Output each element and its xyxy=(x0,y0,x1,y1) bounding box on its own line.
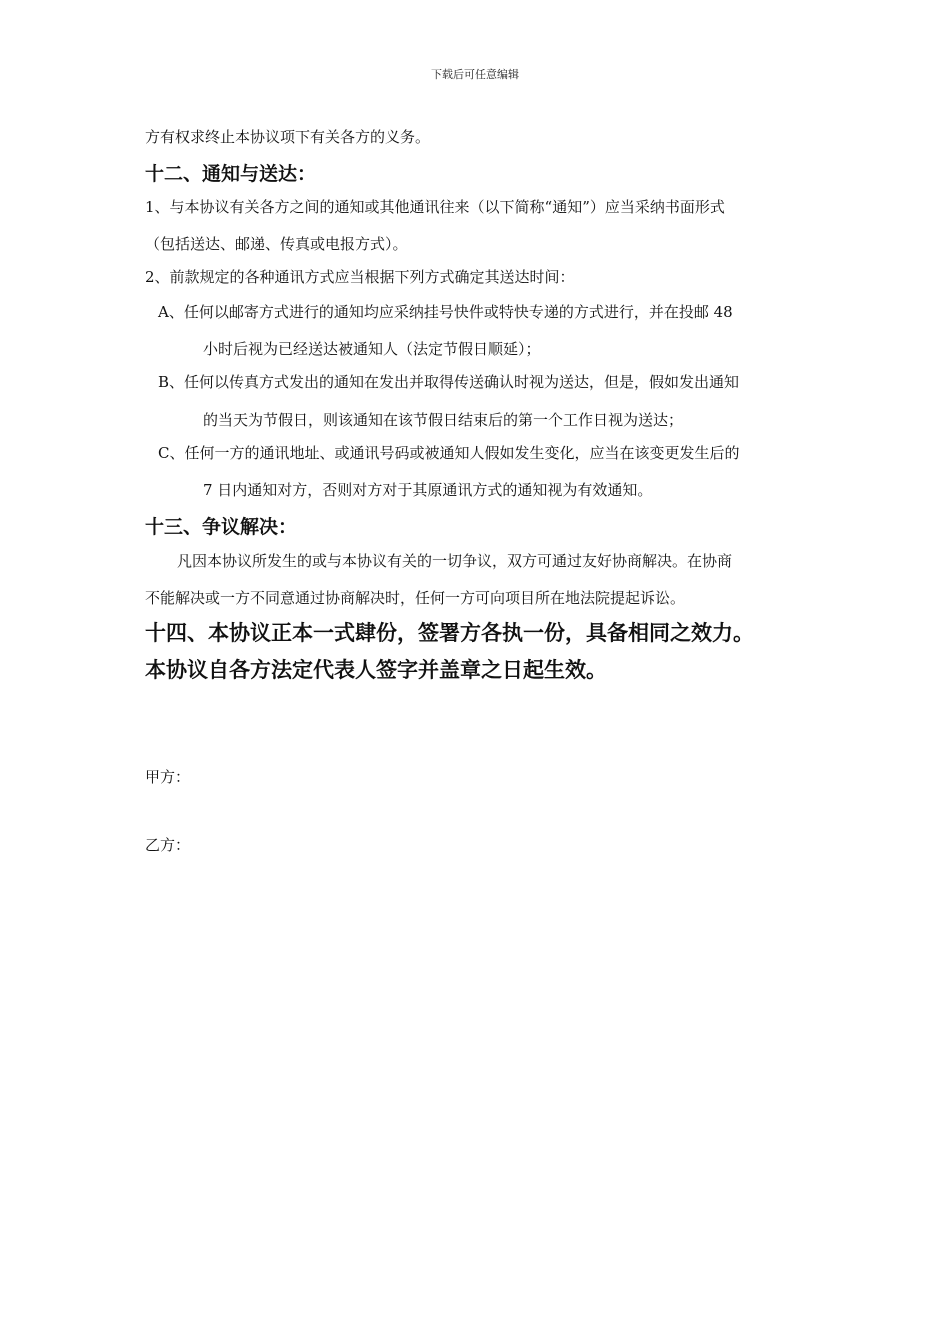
header-note: 下载后可任意编辑 xyxy=(431,68,519,81)
section12-item2: 2、前款规定的各种通讯方式应当根据下列方式确定其送达时间： xyxy=(145,268,575,286)
section13-para-line2: 不能解决或一方不同意通过协商解决时，任何一方可向项目所在地法院提起诉讼。 xyxy=(145,589,686,607)
section14-line2: 本协议自各方法定代表人签字并盖章之日起生效。 xyxy=(145,658,607,682)
party-b-signature-label: 乙方： xyxy=(145,836,191,854)
section14-line1: 十四、本协议正本一式肆份，签署方各执一份，具备相同之效力。 xyxy=(145,621,754,645)
section12-item1-line1: 1、与本协议有关各方之间的通知或其他通讯往来（以下简称“通知”）应当采纳书面形式 xyxy=(145,198,725,216)
party-a-signature-label: 甲方： xyxy=(145,768,191,786)
section13-para-line1: 凡因本协议所发生的或与本协议有关的一切争议，双方可通过友好协商解决。在协商 xyxy=(177,552,733,570)
section12-heading: 十二、通知与送达： xyxy=(145,163,317,185)
section13-heading: 十三、争议解决： xyxy=(145,516,298,538)
section12-subA-line2: 小时后视为已经送达被通知人（法定节假日顺延）； xyxy=(203,340,541,358)
section12-subB-line1: B、任何以传真方式发出的通知在发出并取得传送确认时视为送达，但是，假如发出通知 xyxy=(158,373,740,391)
section12-subC-line2: 7 日内通知对方，否则对方对于其原通讯方式的通知视为有效通知。 xyxy=(203,481,653,499)
section12-subC-line1: C、任何一方的通讯地址、或通讯号码或被通知人假如发生变化，应当在该变更发生后的 xyxy=(158,444,740,462)
continuation-text: 方有权求终止本协议项下有关各方的义务。 xyxy=(145,128,431,146)
section12-item1-line2: （包括送达、邮递、传真或电报方式）。 xyxy=(145,235,408,253)
section12-subB-line2: 的当天为节假日，则该通知在该节假日结束后的第一个工作日视为送达； xyxy=(203,411,684,429)
section12-subA-line1: A、任何以邮寄方式进行的通知均应采纳挂号快件或特快专递的方式进行，并在投邮 48 xyxy=(158,303,733,321)
